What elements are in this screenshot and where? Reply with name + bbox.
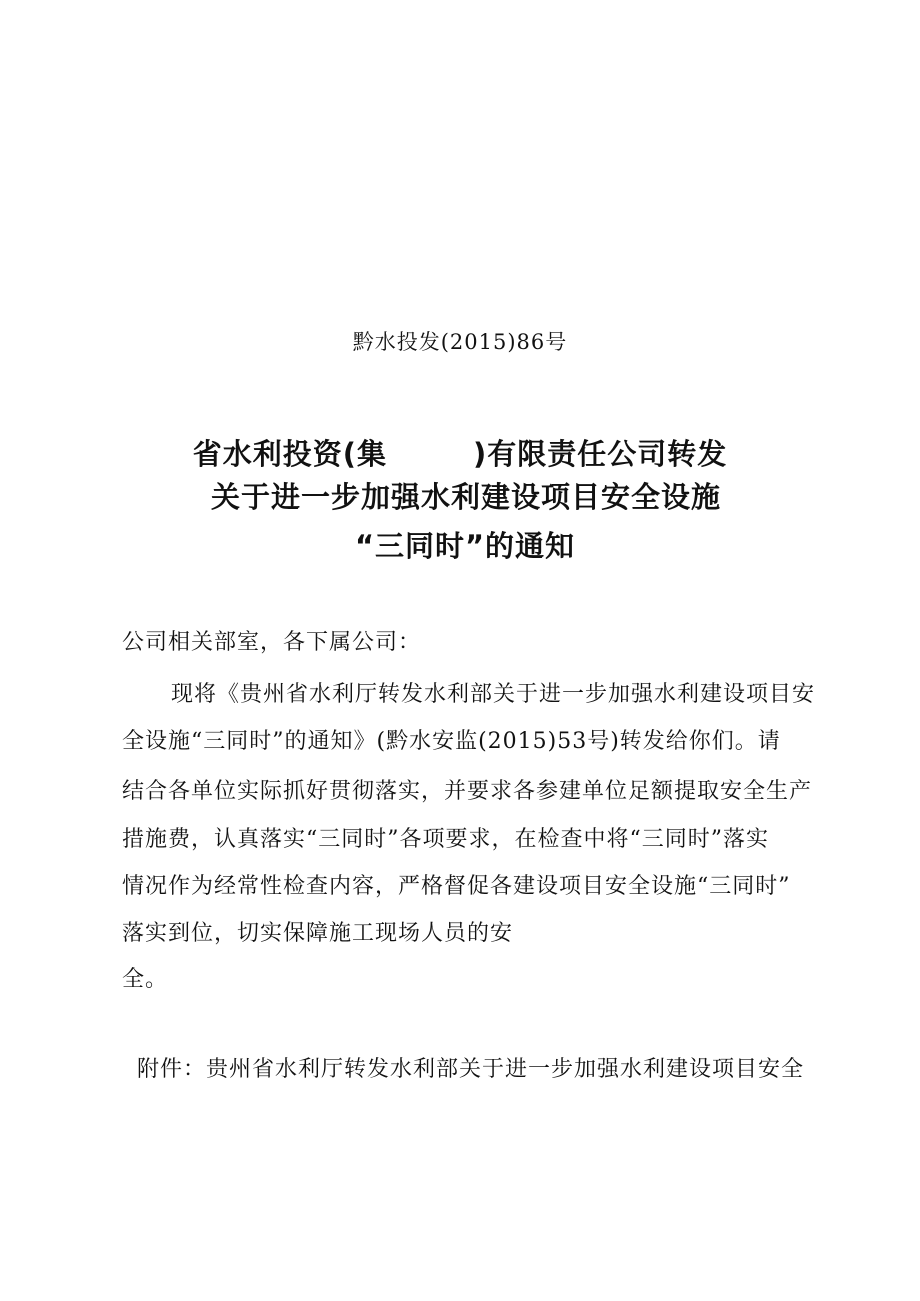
title-line-3: “三同时”的通知 (354, 529, 576, 563)
paragraph-line: 现将《贵州省水利厅转发水利部关于进一步加强水利建设项目安 (171, 682, 816, 707)
paragraph-line: 落实到位，切实保障施工现场人员的安 (122, 921, 514, 946)
title-line-1 (0, 432, 920, 473)
paragraph-line: 措施费，认真落实“三同时”各项要求，在检查中将“三同时”落实 (122, 827, 769, 852)
paragraph-line: 全设施“三同时”的通知》(黔水安监(2015)53号)转发给你们。请 (122, 729, 781, 754)
paragraph-line: 全。 (122, 967, 169, 992)
title-line-2: 关于进一步加强水利建设项目安全设施 (210, 480, 721, 514)
title-line-1-part-1: 省水利投资(集 (192, 437, 387, 471)
title-line-1-part-2: )有限责任公司转发 (473, 437, 728, 471)
paragraph-line: 情况作为经常性检查内容，严格督促各建设项目安全设施“三同时” (122, 874, 791, 899)
document-number: 黔水投发(2015)86号 (352, 330, 568, 354)
salutation: 公司相关部室，各下属公司： (122, 630, 422, 655)
paragraph-line: 结合各单位实际抓好贯彻落实，并要求各参建单位足额提取安全生产 (122, 779, 813, 804)
attachment-line: 附件：贵州省水利厅转发水利部关于进一步加强水利建设项目安全 (137, 1057, 805, 1082)
